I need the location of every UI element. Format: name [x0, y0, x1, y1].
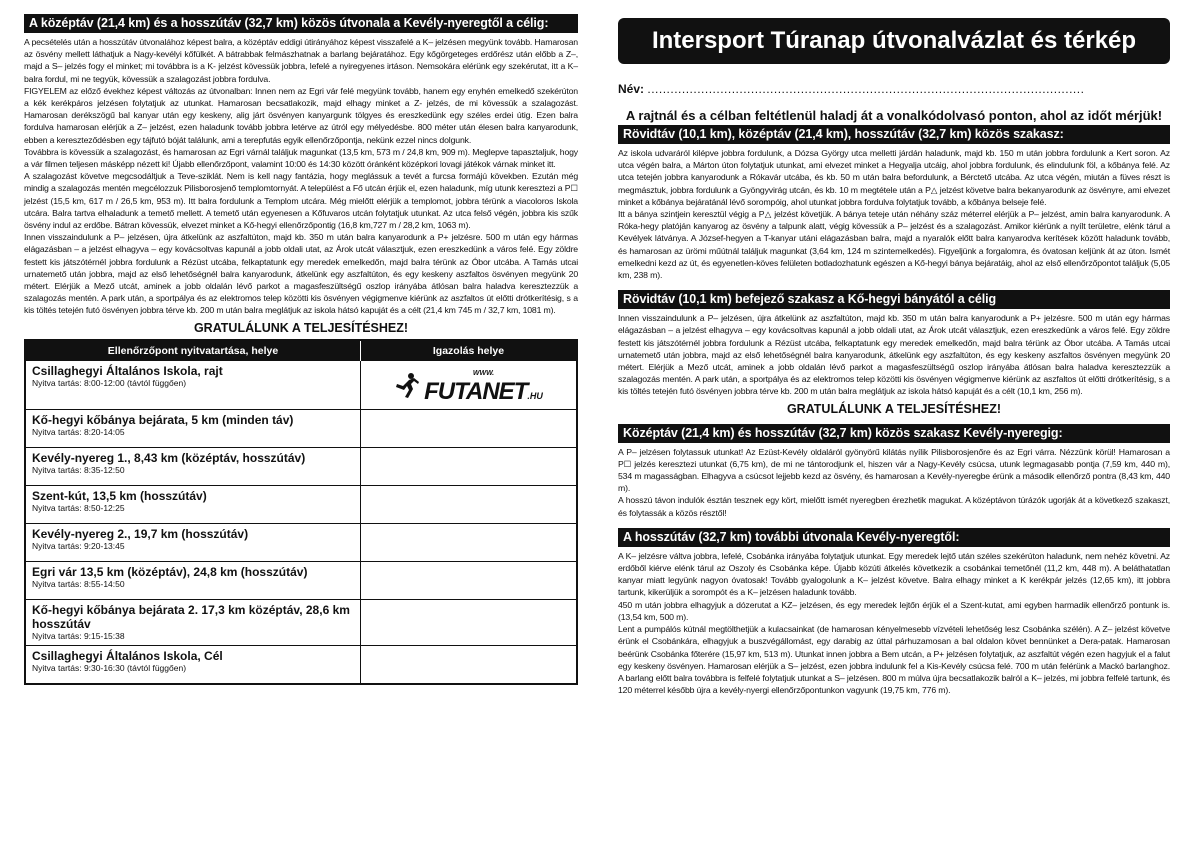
checkpoint-name: Szent-kút, 13,5 km (hosszútáv) [32, 488, 207, 503]
checkpoint-hours: Nyitva tartás: 8:55-14:50 [32, 578, 125, 589]
page-title: Intersport Túranap útvonalvázlat és térkép [618, 18, 1170, 64]
paragraph: A pecsételés után a hosszútáv útvonalához képest balra, a középtáv eddigi útirányához képest visszafelé a K– jelzésen megyünk tovább. Hamarosan az ösvény mellett láthatjuk a Nagy-kevélyi kőfülkét. A bátrabbak felmászhatnak a barlang bejáratához. Egy kőgörgeteges erdőrész után előbb a Z–, majd a S– jelzés fogy el minket; mi továbbra is a K- jelzést kövessük jobbra, lefelé a nyiregyenes irtáson. Nemsokára elérünk egy szekérutat, itt a K– balra fordul, mi ne tegyük, kövessük a szalagozást jobbra fordulva. [24, 37, 578, 84]
checkpoint-cell [25, 409, 361, 447]
table-row [25, 447, 577, 485]
left-column [24, 14, 578, 685]
table-row [25, 361, 577, 410]
table-row [25, 409, 577, 447]
section-body-common [618, 147, 1170, 281]
checkpoint-hours: Nyitva tartás: 9:20-13:45 [32, 540, 125, 551]
proof-cell [361, 447, 578, 485]
checkpoint-cell [25, 361, 361, 410]
checkpoint-name: Csillaghegyi Általános Iskola, rajt [32, 363, 223, 378]
section-heading-medium-long: Középtáv (21,4 km) és hosszútáv (32,7 km) közös szakasz Kevély-nyeregig: [618, 424, 1170, 443]
checkpoint-hours: Nyitva tartás: 8:35-12:50 [32, 464, 125, 475]
paragraph: A hosszú távon indulók észtán tesznek egy kört, mielőtt ismét nyeregben érezhetik magukat. A középtávon túrázók ugorják át a következő szakaszt, és folytassák a közös résztől! [618, 495, 1170, 518]
checkpoint-name: Kevély-nyereg 2., 19,7 km (hosszútáv) [32, 526, 249, 541]
checkpoint-table [24, 339, 578, 685]
warning-text: A rajtnál és a célban feltétlenül haladj át a vonalkódolvasó ponton, ahol az időt mérjük! [625, 108, 1163, 123]
paragraph: Továbbra is kövessük a szalagozást, és hamarosan az Egri várnál találjuk magunkat (13,5 km, 573 m / 24,8 km, 909 m). Meglepve tapasztaljuk, hogy a vár filmen teljesen másképp nézett ki! Újabb ellenőrzőpont, valamint 10:00 és 14:30 között óránként középkori lovagi játékok várnak minket itt. [24, 146, 578, 170]
checkpoint-name: Kő-hegyi kőbánya bejárata, 5 km (minden táv) [32, 412, 294, 427]
proof-cell [361, 409, 578, 447]
proof-cell [361, 361, 578, 410]
checkpoint-hours: Nyitva tartás: 9:30-16:30 (távtól függően) [32, 662, 187, 673]
paragraph: Innen visszaindulunk a P– jelzésen, újra átkelünk az aszfaltúton, majd kb. 350 m után balra kanyarodunk a P+ jelzésre. 500 m után egy hármas elágazásban – a jelzést elhagyva – egy kovácsoltvas kapunál a jobb oldali utat, az Árok utcát választjuk, ezen ereszkedünk a város felé. Egy zöldre festett kis játszótérnél jobbra fordulunk a Rézüst utcába, felkaptatunk egy meredek emelkedőn, majd balra térünk az Óbor utcába. A Tamás utcai urnatemető után jobbra, majd az első lehetőségnél balra kanyarodunk, átkelünk egy aszfaltúton, és egy keskeny aszfaltos ösvényen megyünk 20 métert. Elérjük a Mező utcát, aminek a jobb oldalán lévő parkot a magasfeszültségű oszlop irányába átlósan balra haladva keresztezzük a szalagozás mentén. A park után, a sportpálya és az elektromos telep közötti kis ösvényen végigmenve kiérünk az aszfaltos út előtti drótkerítésig, s a kis töltés tetején futó ösvényen jobbra térve kb. 200 m után balra meglátjuk az iskola hátsó kapuját és a célt (10,1 km, 256 m). [618, 313, 1170, 397]
table-row [25, 645, 577, 684]
paragraph: A K– jelzésre váltva jobbra, lefelé, Csobánka irányába folytatjuk utunkat. Egy meredek lejtő után széles szekérúton haladunk, nem nehéz követni. Az erdőből kiérve elénk tárul az Oszoly és Csobánka képe. Újabb közúti átkelés következik a csobánkai temetőnél (11,2 km, 448 m). A beláthatatlan kanyar miatt legyünk nagyon óvatosak! Tovább gyalogolunk a K– jelzést követve. Balra elhagy minket a K kerékpár jelzés (12,65 km), itt jobbra tartunk, kikerüljük a sorompót és a K– jelzésen haladunk tovább. [618, 550, 1170, 598]
congrats-text: GRATULÁLUNK A TELJESÍTÉSHEZ! [786, 401, 1002, 416]
checkpoint-name: Csillaghegyi Általános Iskola, Cél [32, 648, 223, 663]
paragraph: Itt a bánya szintjein keresztül végig a P△ jelzést követjük. A bánya teteje után néhány száz méterrel elérjük a P– jelzést, amin balra kanyarodunk. A Róka-hegy platóján kanyarog az ösvény a talpunk alatt, végig kövessük a P– jelzést és a szalagozást. Amikor kiérünk a nyílt területre, elénk tárul a Kevélyek látványa. A József-hegyen a T-kanyar utáni elágazásban balra, majd a nyaralók előtt balra kanyarodva kerítések között haladunk tovább, és hamarosan az ürömi műútnál találjuk magunkat (3,64 km, 124 m szintemelkedés). Figyeljünk a forgalomra, és óvatosan keljünk át az úton. Ismét emelkedni kezd az út, és egyenetlen-köves felületen botladozhatunk egészen a Kő-hegyi bánya bejáratáig, ahol az első ellenőrzőpontot találjuk (5,05 km, 238 m). [618, 209, 1170, 281]
table-row [25, 523, 577, 561]
section-body-medium-long [618, 446, 1170, 519]
checkpoint-name: Kő-hegyi kőbánya bejárata 2. 17,3 km középtáv, 28,6 km hosszútáv [32, 602, 350, 631]
runner-icon [394, 372, 420, 398]
checkpoint-hours: Nyitva tartás: 8:50-12:25 [32, 502, 125, 513]
checkpoint-hours: Nyitva tartás: 9:15-15:38 [32, 630, 125, 641]
column-header-checkpoint: Ellenőrzőpont nyitvatartása, helye [25, 340, 361, 361]
checkpoint-cell [25, 599, 361, 645]
proof-cell [361, 599, 578, 645]
paragraph: Az iskola udvaráról kilépve jobbra fordulunk, a Dózsa György utca melletti járdán haladunk, majd kb. 150 m után jobbra fordulunk a Kert soron. Az utca végén balra, a Márton úton folytatjuk utunkat, ami elvezet minket a Hegyalja utcáig, ahol jobbra fordulunk, és elindulunk föl, a kőbánya felé. Az utca tetején jobbra kanyarodunk a Rókavár utcába, és kb. 50 m után balra befordulunk, a Bérctető utcába. Az utca végén, miután a füves részt is megmásztuk, jobbra fordulunk a Gyöngyvirág utcán, és kb. 10 m megtétele után a P△ jelzést követve balra bekanyarodunk az ösvényre, ami elvezet minket a kőbánya bejáratánál lévő sorompóig, ahol utunkat jobbra fordulva folytatjuk tovább, a kőbánya belseje felé. [618, 148, 1170, 207]
table-row [25, 599, 577, 645]
checkpoint-cell [25, 523, 361, 561]
futanet-logo [394, 364, 543, 406]
section-body-long [618, 550, 1170, 696]
congrats-text: GRATULÁLUNK A TELJESÍTÉSHEZ! [193, 320, 409, 335]
checkpoint-cell [25, 645, 361, 684]
proof-cell [361, 561, 578, 599]
paragraph: Innen visszaindulunk a P– jelzésen, újra átkelünk az aszfaltúton, majd kb. 350 m után balra kanyarodunk a P+ jelzésre. 500 m után egy hármas elágazásban – a jelzést elhagyva – egy kovácsoltvas kapunál a jobb oldali utat, az Árok utcát választjuk, ezen ereszkedünk a város felé. Egy zöldre festett kis játszótérnél jobbra fordulunk a Rézüst utcába, felkaptatunk egy meredek emelkedőn, majd balra térünk az Óbor utcába. A Tamás utcai urnatemető után jobbra, majd az első lehetőségnél balra kanyarodunk, átkelünk egy aszfaltúton, és egy keskeny aszfaltos ösvényen megyünk 20 métert. Elérjük a Mező utcát, aminek a jobb oldalán lévő parkot a magasfeszültségű oszlop irányába átlósan balra haladva keresztezzük a szalagozás mentén. A park után, a sportpálya és az elektromos telep közötti kis ösvényen végigmenve kiérünk az aszfaltos út előtti drótkerítésig, s a kis töltés tetején futó ösvényen jobbra térve kb. 200 m után balra meglátjuk az iskola hátsó kapuját és a célt (21,4 km 745 m / 32,7 km, 1081 m). [24, 232, 578, 316]
checkpoint-cell [25, 485, 361, 523]
section-heading-common: Rövidtáv (10,1 km), középtáv (21,4 km), hosszútáv (32,7 km) közös szakasz: [618, 125, 1170, 144]
checkpoint-cell [25, 447, 361, 485]
checkpoint-name: Kevély-nyereg 1., 8,43 km (középtáv, hosszútáv) [32, 450, 306, 465]
proof-cell [361, 523, 578, 561]
logo-www: WWW. [472, 369, 495, 377]
checkpoint-hours: Nyitva tartás: 8:00-12:00 (távtól függően) [32, 377, 187, 388]
name-line [618, 82, 1170, 96]
paragraph: 450 m után jobbra elhagyjuk a dózerutat a KZ– jelzésen, és egy meredek lejtőn érjük el a Szent-kutat, ami egyben harmadik ellenőrző pontunk is. (13,54 km, 500 m). [618, 599, 1170, 622]
paragraph: A P– jelzésen folytassuk utunkat! Az Ezüst-Kevély oldaláról gyönyörű kilátás nyílik Pilisborosjenőre és az Egri várra. Nézzünk körül! Hamarosan a P☐ jelzés keresztezi utunkat (6,75 km), de mi ne tántorodjunk el, hiszen vár a Nagy-Kevély csúcsa, utunk legmagasabb pontja (7,59 km, 440 m), 534 m magasságban. Elhagyva a csúcsot lejjebb kezd az ösvény, és hamarosan a Kevély-nyeregbe érünk a második ellenőrző pontra (8,43 km, 440 m). [618, 446, 1170, 494]
logo-brand: FUTANET [424, 377, 528, 405]
name-label: Név: [618, 82, 645, 96]
paragraph: Lent a pumpálós kútnál megtölthetjük a kulacsainkat (de hamarosan kényelmesebb vízvételi lehetőség lesz Csobánka szélén). A Z– jelzést követve érünk el Csobánkára, elhagyjuk a buszvégállomást, egy darabig az úttal párhuzamosan a bal oldalon követ bennünket a Dera-patak. Hamarosan beérünk Csobánka főterére (15,97 km, 513 m). Utunkat innen jobbra a Bem utcán, a P+ jelzésen folytatjuk, az aszfaltút végén ezen hagyjuk el a falut egy keskeny ösvényen. Hamarosan elérjük a S– jelzést, ezen jobbra indulunk fel a Kis-Kevély csúcsa felé. 700 m után felérünk a Mackó barlanghoz. A barlang előtt balra továbbra is felfelé folytatjuk utunkat a S– jelzésen. 800 m múlva újra becsatlakozik balról a K– jelzés, mi jobbra felfelé tartunk, és 120 méterrel később újra a kevély-nyergi ellenőrzőpontunkon vagyunk (19,75 km, 776 m). [618, 624, 1170, 696]
paragraph: A szalagozást követve megcsodáltjuk a Teve-sziklát. Nem is kell nagy fantázia, hogy meglássuk a tevét a furcsa formájú kövekben. Ezután még mindig a szalagozás mentén megcélozzuk Pilisborosjenő templomtornyát. A települést a Fő utcán érjük el, ezen haladunk, míg utunk keresztezi a P☐ jelzést (15,5 km, 617 m / 26,5 km, 953 m). Itt balra fordulunk a Templom utcára. Még mielőtt elérjük a templomot, jobbra térünk a viacoloros Iskola utcára. Balra tartva elhaladunk a temető mellett. A temető után egyenesen a Kőfuvaros utcán folytatjuk utunkat. Az utca felső végén, jobbra kis szűk ösvény indul az erdőbe. Bátran kövessük, elvezet minket a Kő-hegyi ellenőrzőpontig (16,8 km,727 m / 28,2 km, 1063 m). [24, 171, 578, 231]
logo-domain: .HU [527, 390, 543, 401]
section-heading-long: A hosszútáv (32,7 km) további útvonala Kevély-nyeregtől: [618, 528, 1170, 547]
proof-cell [361, 485, 578, 523]
section-body-short-finish [618, 312, 1170, 397]
name-fill-line: .................................................................................................................. [647, 82, 1085, 96]
table-row [25, 561, 577, 599]
table-row [25, 485, 577, 523]
section-heading-kevely-to-finish: A középtáv (21,4 km) és a hosszútáv (32,7 km) közös útvonala a Kevély-nyeregtől a célig: [24, 14, 578, 33]
column-header-proof: Igazolás helye [361, 340, 578, 361]
paragraph-notice: FIGYELEM az előző évekhez képest változás az útvonalban: Innen nem az Egri vár felé megyünk tovább, hanem egy enyhén emelkedő szekérúton a kék kerékpáros jelzésen folytatjuk az utunkat. Hamarosan becsatlakozik, majd elhagy minket a Z- jelzés, de mi kövessük a szalagozást. Hamarosan derékszögű bal kanyar után egy keskeny, alig járt ösvényen kanyargunk tölgyes és ereszkedünk egy széles erdei útig. Ezen balra fordulva hamarosan elérjük a Z– jelzést, ezen haladunk tovább jobbra letérve az útról egy mélyedésbe. 800 méter után élesen balra kanyarodunk, ebben a kereszteződésben egy tájfutó bóját találunk, ami a terepfutás egyik ellenőrzőpontja, nekünk ezzel nincs dolgunk. [24, 85, 578, 145]
checkpoint-hours: Nyitva tartás: 8:20-14:05 [32, 426, 125, 437]
right-column [618, 18, 1170, 696]
proof-cell [361, 645, 578, 684]
section-body-kevely-to-finish [24, 36, 578, 317]
section-heading-short-finish: Rövidtáv (10,1 km) befejező szakasz a Kő-hegyi bányától a célig [618, 290, 1170, 309]
checkpoint-cell [25, 561, 361, 599]
checkpoint-name: Egri vár 13,5 km (középtáv), 24,8 km (hosszútáv) [32, 564, 308, 579]
